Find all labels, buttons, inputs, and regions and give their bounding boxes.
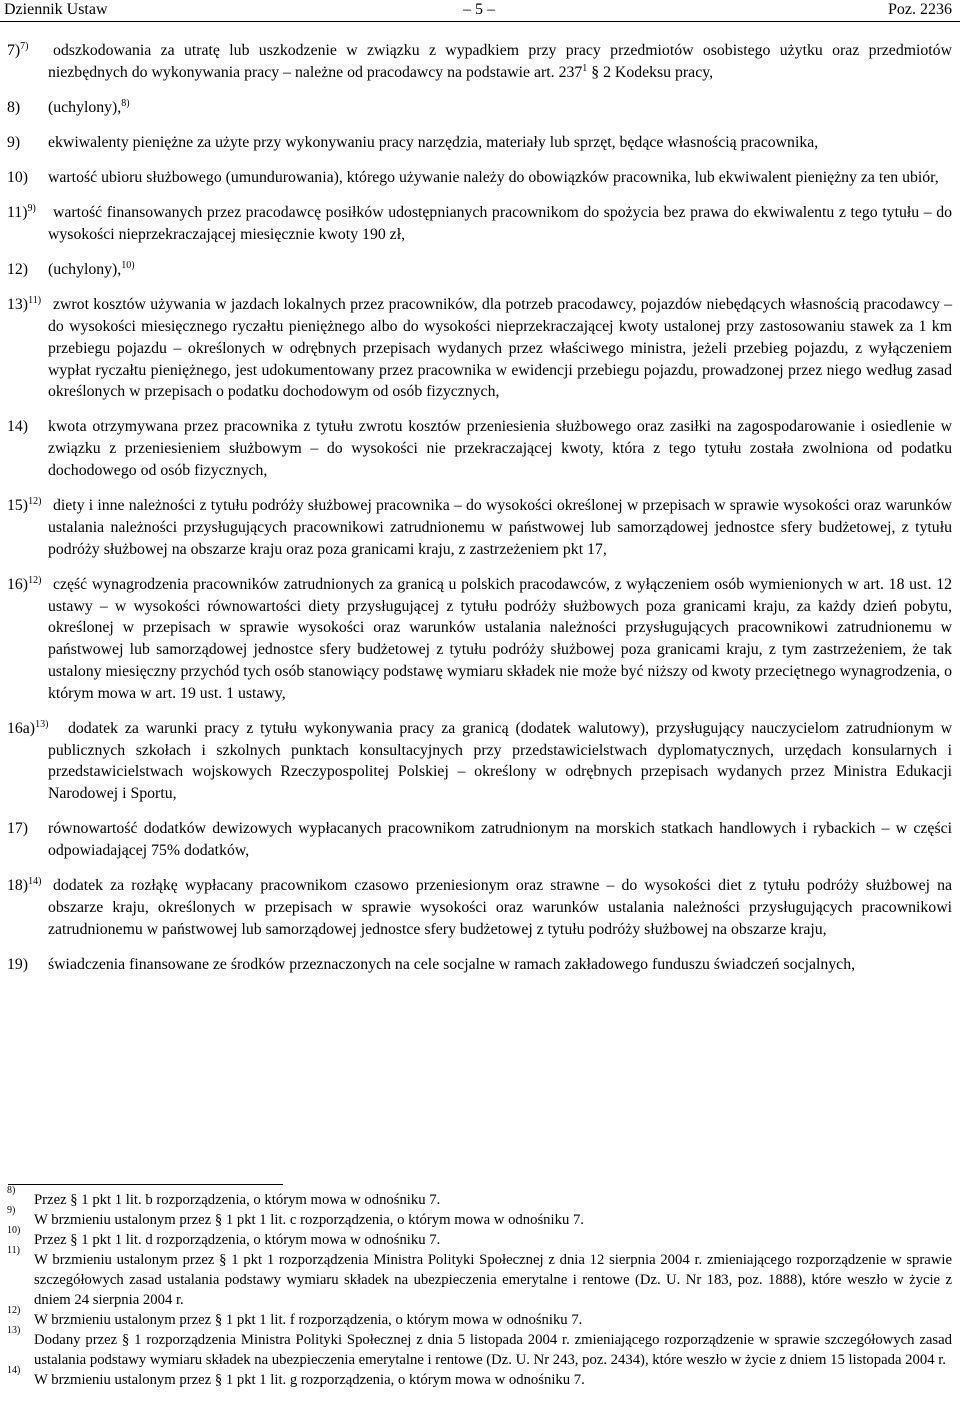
- position-number: Poz. 2236: [888, 1, 952, 18]
- footnote-ref: 11): [28, 295, 42, 307]
- page-header: [0, 0, 960, 22]
- footnote-text: W brzmieniu ustalonym przez § 1 pkt 1 lit. f rozporządzenia, o którym mowa w odnośniku 7.: [34, 1312, 583, 1328]
- item-text: (uchylony),$^{10)}$: [48, 260, 135, 279]
- header-rule: [0, 21, 960, 22]
- item-number: 8): [7, 98, 21, 116]
- item-number: 7)$^{7)}$: [7, 41, 29, 59]
- item-text: zwrot kosztów używania w jazdach lokalnych przez pracowników, dla potrzeb pracodawcy, pojazdów niebędących własnością pracodawcy – do wysokości miesięcznego ryczałtu pieniężnego albo do wysokości nieprzekraczającej kwoty ustalonej przy zastosowaniu stawek za 1 km przebiegu pojazdu – określonych w odrębnych przepisach wydanych przez właściwego ministra, jeżeli przebieg pojazdu, z wyłączeniem wypłat ryczałtu pieniężnego, jest udokumentowany przez pracownika w ewidencji przebiegu pojazdu, prowadzonej przez niego według zasad określonych w przepisach o podatku dochodowym od osób fizycznych,: [48, 296, 952, 401]
- item-text: kwota otrzymywana przez pracownika z tytułu zwrotu kosztów przeniesienia służbowego oraz zasiłki na zagospodarowanie i osiedlenie w związku z przeniesieniem służbowym – do wysokości nie przekraczającej kwoty, która z tego tytułu została zwolniona od podatku dochodowego od osób fizycznych,: [48, 418, 952, 480]
- footnote: [0, 1305, 960, 1330]
- footnote-mark: 14): [7, 1365, 21, 1376]
- item-number: 12): [7, 261, 29, 279]
- footnote-text: W brzmieniu ustalonym przez § 1 pkt 1 rozporządzenia Ministra Polityki Społecznej z dnia 12 sierpnia 2004 r. zmieniającego rozporządzenie w sprawie szczegółowych zasad ustalania podstawy wymiaru składek na ubezpieczenia emerytalne i rentowe (Dz. U. Nr 183, poz. 1888), które weszło w życie z dniem 24 sierpnia 2004 r.: [34, 1252, 952, 1308]
- item-text: dodatek za warunki pracy z tytułu wykonywania pracy za granicą (dodatek walutowy), przysługujący nauczycielom zatrudnionym w publicznych szkołach i szkolnych punktach konsultacyjnych przy przedstawicielstwach dyplomatycznych, urzędach konsularnych i przedstawicielstwach wojskowych Rzeczypospolitej Polskiej – określony w odrębnych przepisach wydanych przez Ministra Edukacji Narodowej i Sportu,: [48, 719, 952, 803]
- footnote-ref: 9): [27, 203, 36, 215]
- item-text: (uchylony),$^{8)}$: [48, 97, 130, 116]
- item-text: dodatek za rozłąkę wypłacany pracownikom czasowo przeniesionym oraz strawne – do wysokości diet z tytułu podróży służbowej na obszarze kraju, określonych w przepisach w sprawie wysokości oraz warunków ustalania należności przysługujących pracownikowi zatrudnionemu w państwowej lub samorządowej jednostce sfery budżetowej z tytułu podróży służbowej na obszarze kraju,: [48, 877, 952, 938]
- footnote-text: W brzmieniu ustalonym przez § 1 pkt 1 lit. g rozporządzenia, o którym mowa w odnośniku 7.: [34, 1372, 585, 1388]
- footnote-mark: 13): [7, 1325, 21, 1336]
- list-item: [0, 495, 960, 560]
- list-item: [0, 132, 960, 154]
- list-item: [0, 97, 960, 119]
- footnote-mark: 9): [7, 1205, 16, 1216]
- list-item: [0, 167, 960, 189]
- item-number: 16)$^{12)}$: [7, 574, 42, 593]
- list-item: [0, 818, 960, 862]
- list-item: [0, 954, 960, 976]
- item-number: 9): [7, 133, 21, 151]
- footnote-mark: 11): [7, 1245, 20, 1256]
- item-number: 11)$^{9)}$: [7, 203, 36, 222]
- list-item: [0, 294, 960, 403]
- list-item: [0, 259, 960, 281]
- journal-title: Dziennik Ustaw: [4, 1, 108, 18]
- item-number: 14): [7, 418, 29, 436]
- footnote-ref: 1: [582, 62, 588, 74]
- footnote-ref: 12): [28, 496, 42, 508]
- item-list: [0, 40, 960, 989]
- footnote-ref: 14): [28, 876, 42, 888]
- item-text: wartość ubioru służbowego (umundurowania), którego używanie należy do obowiązków pracownika, lub ekwiwalent pieniężny za ten ubiór,: [48, 169, 939, 187]
- list-item: [0, 718, 960, 805]
- item-number: 18)$^{14)}$: [7, 876, 42, 895]
- item-number: 13)$^{11)}$: [7, 295, 42, 314]
- list-item: [0, 416, 960, 481]
- footnote: [0, 1225, 960, 1250]
- list-item: [0, 40, 960, 84]
- footnote-text: Przez § 1 pkt 1 lit. d rozporządzenia, o którym mowa w odnośniku 7.: [34, 1232, 441, 1248]
- footnote-ref: 13): [35, 718, 49, 730]
- footnote-text: Dodany przez § 1 rozporządzenia Ministra Polityki Społecznej z dnia 5 listopada 2004 r. zmieniającego rozporządzenie w sprawie szczegółowych zasad ustalania podstawy wymiaru składek na ubezpieczenia emerytalne i rentowe (Dz. U. Nr 243, poz. 2434), które weszło w życie z dniem 15 listopada 2004 r.: [34, 1332, 952, 1368]
- item-text: wartość finansowanych przez pracodawcę posiłków udostępnianych pracownikom do spożycia bez prawa do ekwiwalentu z tego tytułu – do wysokości nieprzekraczającej miesięcznie kwoty 190 zł,: [48, 204, 952, 243]
- item-number: 19): [7, 955, 29, 973]
- footnote-mark: 8): [7, 1185, 16, 1196]
- list-item: [0, 875, 960, 940]
- footnote-separator: [8, 1184, 283, 1185]
- item-text: równowartość dodatków dewizowych wypłacanych pracownikom zatrudnionym na morskich statkach handlowych i rybackich – w części odpowiadającej 75% dodatków,: [48, 820, 952, 860]
- footnote-ref: 7): [20, 41, 29, 52]
- footnote-mark: 12): [7, 1305, 21, 1316]
- footnote-ref: 12): [28, 574, 42, 586]
- item-text: diety i inne należności z tytułu podróży służbowej pracownika – do wysokości określonej w przepisach w sprawie wysokości oraz warunków ustalania należności przysługujących pracownikowi zatrudnionemu w państwowej lub samorządowej jednostce sfery budżetowej, z tytułu podróży służbowej na obszarze kraju oraz poza granicami kraju, z zastrzeżeniem pkt 17,: [48, 497, 952, 558]
- item-number: 16a)$^{13)}$: [7, 718, 49, 737]
- footnote: [0, 1185, 960, 1210]
- list-item: [0, 574, 960, 705]
- footnote: [0, 1205, 960, 1230]
- page-number: – 5 –: [463, 1, 495, 18]
- item-number: 15)$^{12)}$: [7, 496, 42, 515]
- list-item: [0, 202, 960, 246]
- item-text: świadczenia finansowane ze środków przeznaczonych na cele socjalne w ramach zakładowego funduszu świadczeń socjalnych,: [48, 955, 856, 973]
- footnote-ref: 10): [121, 260, 135, 272]
- footnote-text: W brzmieniu ustalonym przez § 1 pkt 1 lit. c rozporządzenia, o którym mowa w odnośniku 7.: [34, 1212, 584, 1228]
- footnote-list: [0, 1185, 960, 1390]
- item-text: odszkodowania za utratę lub uszkodzenie w związku z wypadkiem przy pracy przedmiotów osobistego użytku oraz przedmiotów niezbędnych do wykonywania pracy – należne od pracodawcy na podstawie art. $237^1$ § 2 Kodeksu pracy,: [48, 42, 952, 81]
- item-text: część wynagrodzenia pracowników zatrudnionych za granicą u polskich pracodawców, z wyłączeniem osób wymienionych w art. 18 ust. 12 ustawy – w wysokości równowartości diety przysługującej z tytułu podróży służbowych poza granicami kraju, za każdy dzień pobytu, określonej w przepisach w sprawie wysokości oraz warunków ustalania należności przysługujących pracownikowi zatrudnionemu w państwowej lub samorządowej jednostce sfery budżetowej z tytułu podróży służbowej poza granicami kraju, z tym zastrzeżeniem, że tak ustalony miesięczny przychód tych osób stanowiący podstawę wymiaru składek nie może być niższy od kwoty przeciętnego wynagrodzenia, o którym mowa w art. 19 ust. 1 ustawy,: [48, 575, 952, 702]
- footnote-ref: 8): [121, 97, 130, 109]
- item-number: 10): [7, 169, 29, 187]
- footnote: [0, 1365, 960, 1390]
- item-text: ekwiwalenty pieniężne za użyte przy wykonywaniu pracy narzędzia, materiały lub sprzęt, będące własnością pracownika,: [48, 133, 819, 151]
- footnote-mark: 10): [7, 1225, 21, 1236]
- item-number: 17): [7, 820, 29, 838]
- footnote: [0, 1325, 960, 1370]
- footnote-text: Przez § 1 pkt 1 lit. b rozporządzenia, o którym mowa w odnośniku 7.: [34, 1192, 441, 1208]
- footnote: [0, 1245, 960, 1310]
